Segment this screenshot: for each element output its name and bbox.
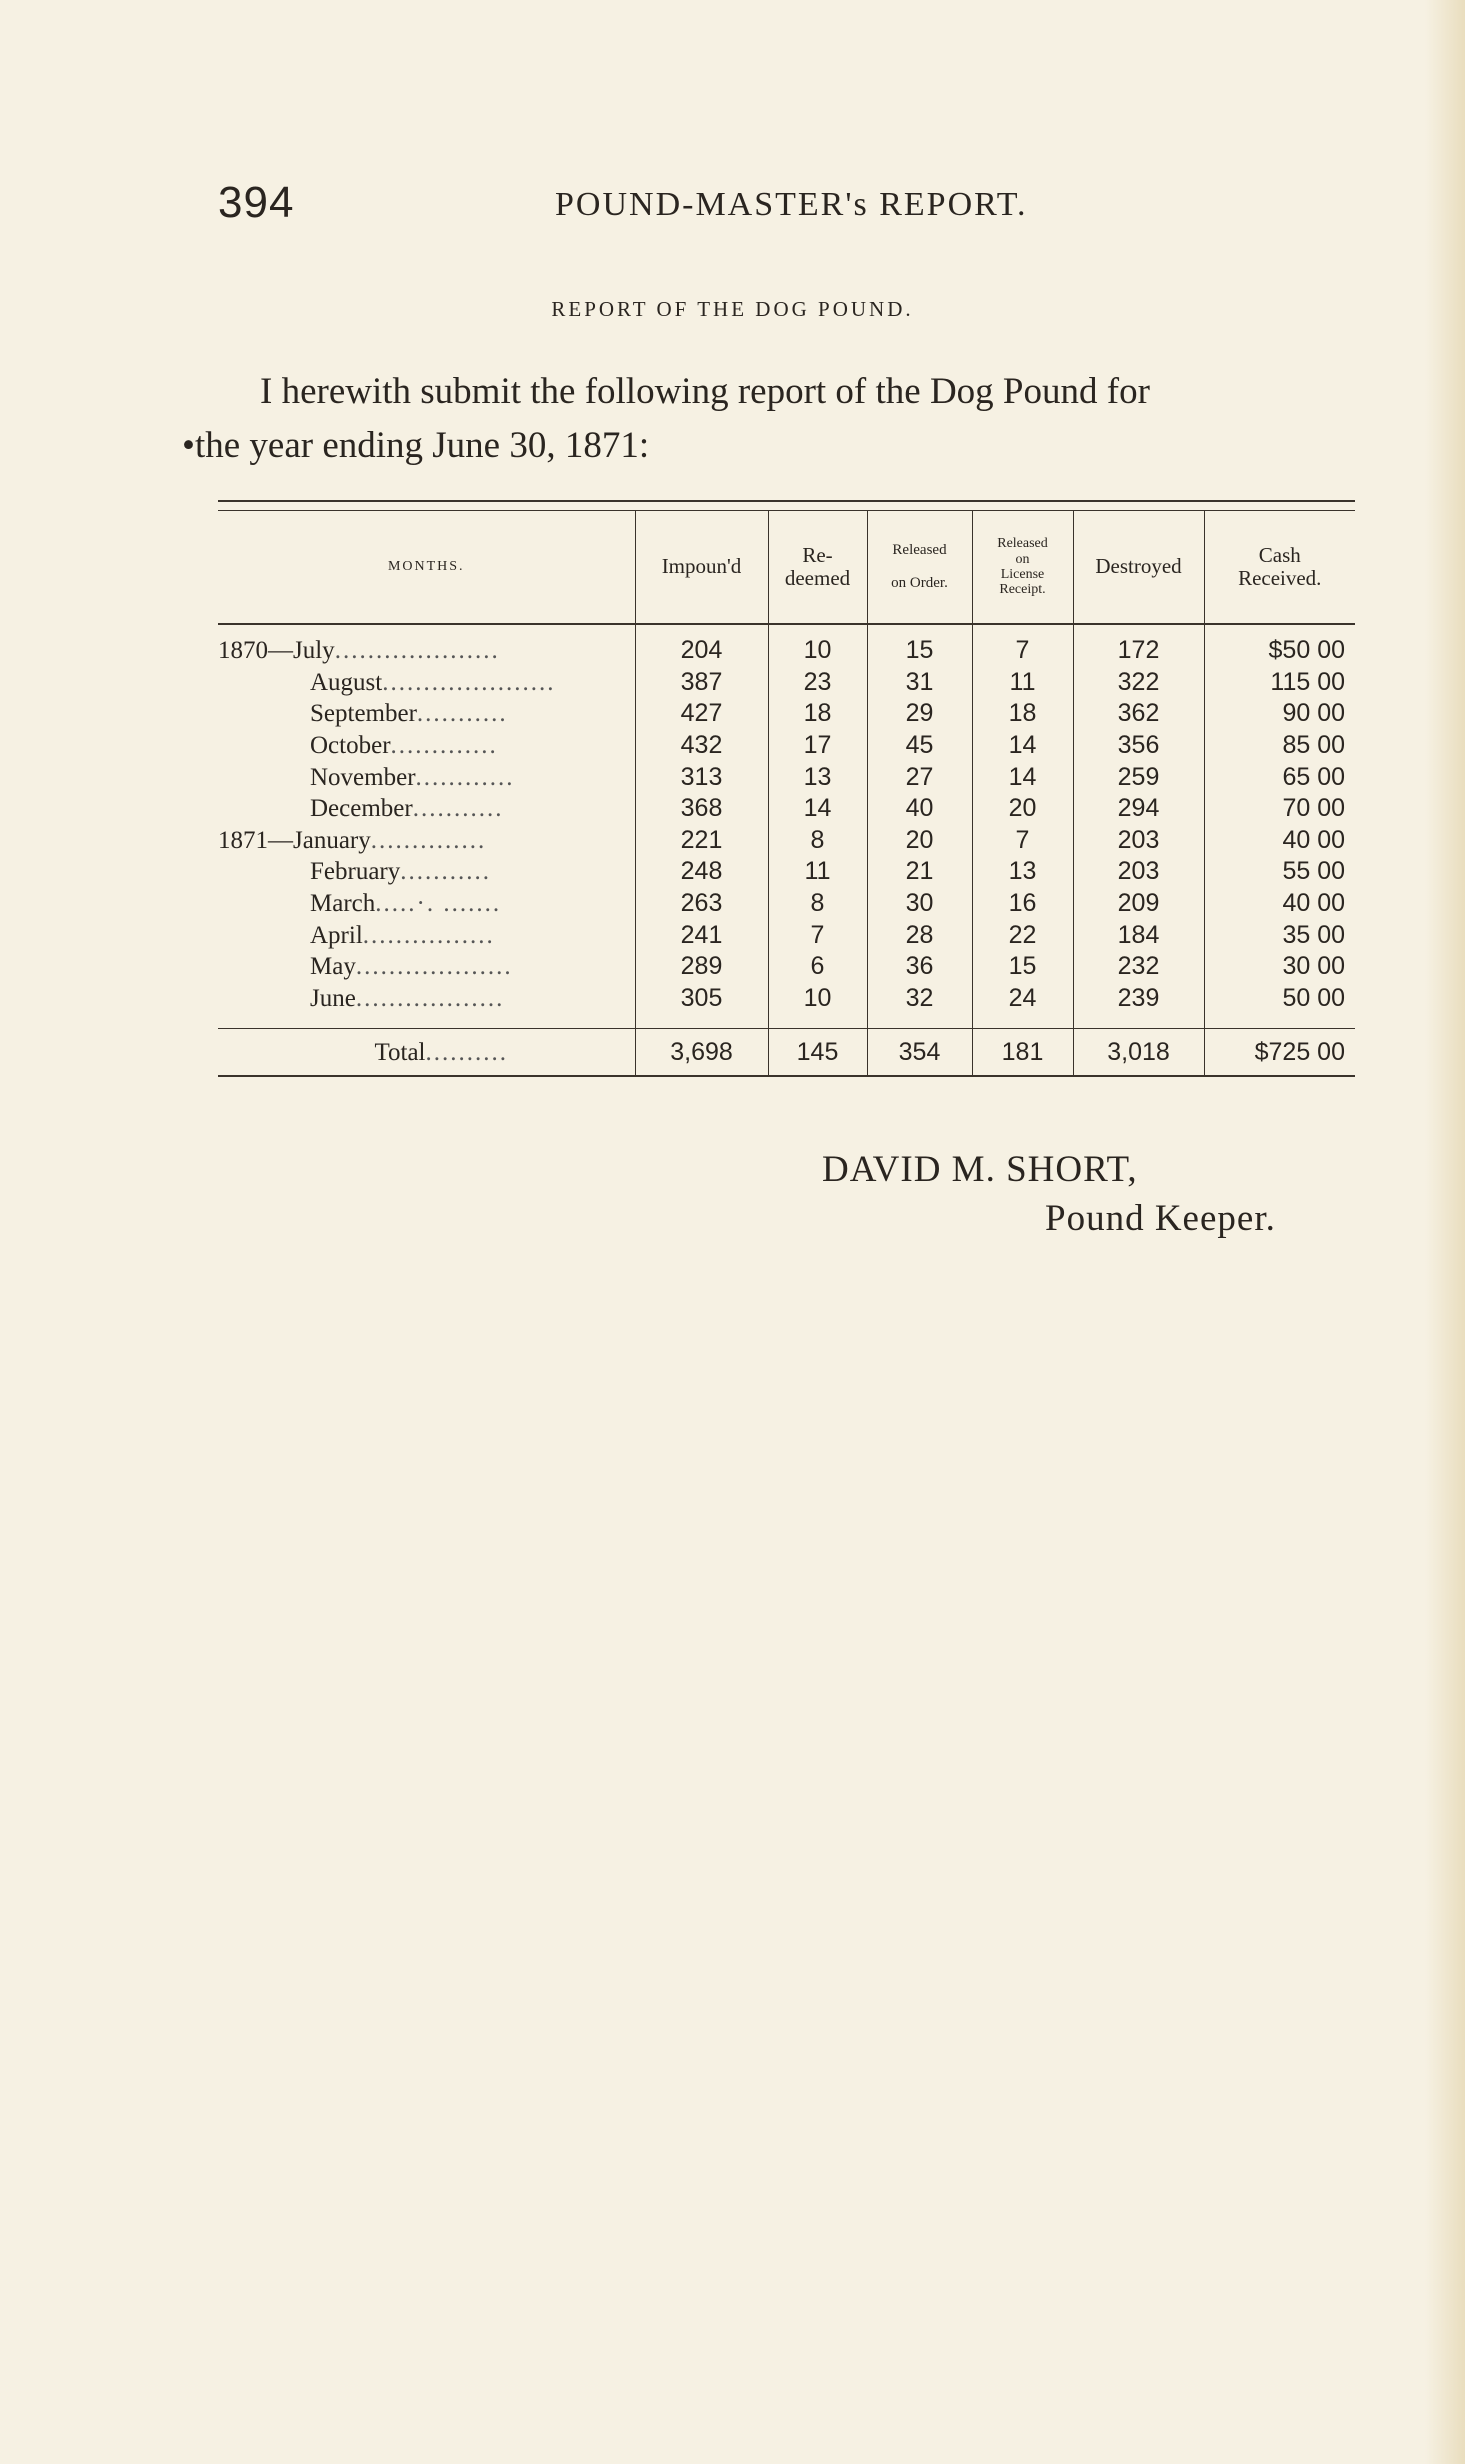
page-number: 394 bbox=[218, 178, 295, 227]
released-license-cell: 18 bbox=[972, 698, 1073, 730]
header-released-license-label-3: License bbox=[1000, 567, 1045, 582]
leader-dots: ................ bbox=[362, 921, 495, 949]
cash-cell: 40 00 bbox=[1204, 888, 1355, 920]
header-redeemed-label-1: Re- bbox=[802, 542, 833, 567]
destroyed-cell: 209 bbox=[1073, 888, 1204, 920]
month-cell bbox=[218, 983, 635, 1015]
leader-dots: ........... bbox=[412, 795, 504, 823]
released-order-cell: 28 bbox=[867, 919, 972, 951]
table-row bbox=[218, 825, 1355, 857]
month-cell bbox=[218, 856, 635, 888]
header-redeemed bbox=[768, 511, 867, 625]
header-released-order-label-1: Released bbox=[892, 542, 947, 559]
released-license-cell: 15 bbox=[972, 951, 1073, 983]
month-cell bbox=[218, 793, 635, 825]
released-license-cell: 16 bbox=[972, 888, 1073, 920]
total-released-license: 181 bbox=[972, 1029, 1073, 1077]
impounded-cell: 241 bbox=[635, 919, 768, 951]
section-title: REPORT OF THE DOG POUND. bbox=[551, 297, 914, 321]
table-row bbox=[218, 888, 1355, 920]
month-cell bbox=[218, 888, 635, 920]
month-cell bbox=[218, 825, 635, 857]
released-order-cell: 31 bbox=[867, 667, 972, 699]
released-license-cell: 13 bbox=[972, 856, 1073, 888]
leader-dots: ............ bbox=[415, 763, 515, 791]
redeemed-cell: 17 bbox=[768, 730, 867, 762]
header-months-label: MONTHS. bbox=[387, 559, 465, 575]
leader-dots: .....·. ....... bbox=[375, 890, 502, 918]
leader-dots: .................. bbox=[355, 984, 505, 1012]
table-row bbox=[218, 698, 1355, 730]
table-row bbox=[218, 730, 1355, 762]
total-row bbox=[218, 1029, 1355, 1077]
leader-dots: ............. bbox=[390, 732, 498, 760]
total-redeemed: 145 bbox=[768, 1029, 867, 1077]
leader-dots: .................... bbox=[334, 637, 500, 665]
header-released-license-label-4: Receipt. bbox=[999, 582, 1046, 598]
redeemed-cell: 10 bbox=[768, 624, 867, 667]
released-order-cell: 27 bbox=[867, 761, 972, 793]
destroyed-cell: 184 bbox=[1073, 919, 1204, 951]
cash-cell: 55 00 bbox=[1204, 856, 1355, 888]
cash-cell: 85 00 bbox=[1204, 730, 1355, 762]
intro-line-2: •the year ending June 30, 1871: bbox=[182, 425, 650, 466]
month-cell bbox=[218, 667, 635, 699]
month-label: December bbox=[310, 795, 413, 823]
month-label: August bbox=[310, 668, 383, 696]
header-destroyed bbox=[1073, 511, 1204, 625]
header-cash-received bbox=[1204, 511, 1355, 625]
month-label: July bbox=[293, 637, 335, 665]
month-cell bbox=[218, 698, 635, 730]
table-top-rule bbox=[218, 501, 1355, 511]
header-cash-label-2: Received. bbox=[1238, 566, 1322, 590]
impounded-cell: 248 bbox=[635, 856, 768, 888]
destroyed-cell: 172 bbox=[1073, 624, 1204, 667]
released-order-cell: 32 bbox=[867, 983, 972, 1015]
header-destroyed-label: Destroyed bbox=[1095, 554, 1182, 579]
header-months bbox=[218, 511, 635, 625]
month-label: November bbox=[310, 763, 416, 791]
impounded-cell: 427 bbox=[635, 698, 768, 730]
total-destroyed: 3,018 bbox=[1073, 1029, 1204, 1077]
released-license-cell: 22 bbox=[972, 919, 1073, 951]
year-label: 1871— bbox=[218, 826, 293, 854]
cash-cell: 90 00 bbox=[1204, 698, 1355, 730]
impounded-cell: 432 bbox=[635, 730, 768, 762]
redeemed-cell: 10 bbox=[768, 983, 867, 1015]
released-license-cell: 11 bbox=[972, 667, 1073, 699]
month-cell bbox=[218, 761, 635, 793]
leader-dots: ........... bbox=[400, 858, 491, 886]
header-impounded-label: Impoun'd bbox=[661, 554, 742, 579]
month-label: March bbox=[310, 890, 376, 918]
intro-paragraph bbox=[182, 365, 1362, 473]
table-spacer-row bbox=[218, 1014, 1355, 1029]
month-cell bbox=[218, 624, 635, 667]
released-order-cell: 30 bbox=[867, 888, 972, 920]
released-license-cell: 14 bbox=[972, 730, 1073, 762]
destroyed-cell: 322 bbox=[1073, 667, 1204, 699]
released-order-cell: 45 bbox=[867, 730, 972, 762]
header-released-on-license bbox=[972, 511, 1073, 625]
redeemed-cell: 11 bbox=[768, 856, 867, 888]
destroyed-cell: 239 bbox=[1073, 983, 1204, 1015]
table-row bbox=[218, 856, 1355, 888]
destroyed-cell: 294 bbox=[1073, 793, 1204, 825]
released-license-cell: 24 bbox=[972, 983, 1073, 1015]
header-released-on-order bbox=[867, 511, 972, 625]
impounded-cell: 387 bbox=[635, 667, 768, 699]
table-row bbox=[218, 624, 1355, 667]
table-row bbox=[218, 761, 1355, 793]
intro-line-1: I herewith submit the following report of the Dog Pound for bbox=[260, 371, 1150, 412]
table-row bbox=[218, 919, 1355, 951]
month-label: June bbox=[310, 984, 356, 1012]
impounded-cell: 289 bbox=[635, 951, 768, 983]
table-row bbox=[218, 667, 1355, 699]
redeemed-cell: 8 bbox=[768, 825, 867, 857]
cash-cell: 30 00 bbox=[1204, 951, 1355, 983]
signature-name: DAVID M. SHORT, bbox=[822, 1149, 1138, 1190]
released-order-cell: 21 bbox=[867, 856, 972, 888]
impounded-cell: 305 bbox=[635, 983, 768, 1015]
header-redeemed-label-2: deemed bbox=[784, 566, 851, 590]
impounded-cell: 368 bbox=[635, 793, 768, 825]
month-label: October bbox=[310, 732, 391, 760]
cash-cell: $50 00 bbox=[1204, 624, 1355, 667]
dog-pound-table bbox=[218, 500, 1355, 1077]
released-order-cell: 20 bbox=[867, 825, 972, 857]
impounded-cell: 221 bbox=[635, 825, 768, 857]
redeemed-cell: 8 bbox=[768, 888, 867, 920]
table-body bbox=[218, 624, 1355, 1014]
cash-cell: 65 00 bbox=[1204, 761, 1355, 793]
released-order-cell: 29 bbox=[867, 698, 972, 730]
released-license-cell: 20 bbox=[972, 793, 1073, 825]
month-label: February bbox=[310, 858, 401, 886]
destroyed-cell: 203 bbox=[1073, 825, 1204, 857]
destroyed-cell: 203 bbox=[1073, 856, 1204, 888]
page-edge-shading bbox=[1425, 0, 1465, 2464]
header-released-order-label-2: on Order. bbox=[891, 575, 948, 592]
table-row bbox=[218, 951, 1355, 983]
cash-cell: 50 00 bbox=[1204, 983, 1355, 1015]
table-row bbox=[218, 793, 1355, 825]
cash-cell: 40 00 bbox=[1204, 825, 1355, 857]
impounded-cell: 204 bbox=[635, 624, 768, 667]
header-released-license-label-2: on bbox=[1015, 551, 1030, 567]
total-dots: .......... bbox=[425, 1038, 508, 1066]
released-order-cell: 36 bbox=[867, 951, 972, 983]
destroyed-cell: 362 bbox=[1073, 698, 1204, 730]
redeemed-cell: 23 bbox=[768, 667, 867, 699]
leader-dots: ........... bbox=[416, 700, 508, 728]
leader-dots: ................... bbox=[355, 953, 513, 981]
redeemed-cell: 14 bbox=[768, 793, 867, 825]
destroyed-cell: 232 bbox=[1073, 951, 1204, 983]
month-cell bbox=[218, 951, 635, 983]
total-released-order: 354 bbox=[867, 1029, 972, 1077]
month-cell bbox=[218, 919, 635, 951]
total-label-cell bbox=[218, 1029, 635, 1077]
cash-cell: 115 00 bbox=[1204, 667, 1355, 699]
redeemed-cell: 13 bbox=[768, 761, 867, 793]
destroyed-cell: 356 bbox=[1073, 730, 1204, 762]
month-label: September bbox=[310, 700, 417, 728]
signature-title: Pound Keeper. bbox=[1045, 1198, 1276, 1239]
released-license-cell: 7 bbox=[972, 825, 1073, 857]
cash-cell: 70 00 bbox=[1204, 793, 1355, 825]
month-label: April bbox=[310, 921, 363, 949]
total-impounded: 3,698 bbox=[635, 1029, 768, 1077]
redeemed-cell: 7 bbox=[768, 919, 867, 951]
header-released-license-label-1: Released bbox=[997, 536, 1048, 552]
redeemed-cell: 18 bbox=[768, 698, 867, 730]
released-order-cell: 15 bbox=[867, 624, 972, 667]
leader-dots: .............. bbox=[370, 826, 487, 854]
running-head: POUND-MASTER's REPORT. bbox=[555, 186, 1028, 223]
month-cell bbox=[218, 730, 635, 762]
table-row bbox=[218, 983, 1355, 1015]
year-label: 1870— bbox=[218, 637, 293, 665]
month-label: May bbox=[310, 953, 356, 981]
destroyed-cell: 259 bbox=[1073, 761, 1204, 793]
impounded-cell: 313 bbox=[635, 761, 768, 793]
cash-cell: 35 00 bbox=[1204, 919, 1355, 951]
header-impounded bbox=[635, 511, 768, 625]
total-label: Total bbox=[374, 1038, 426, 1066]
leader-dots: ..................... bbox=[382, 668, 556, 696]
impounded-cell: 263 bbox=[635, 888, 768, 920]
released-license-cell: 7 bbox=[972, 624, 1073, 667]
table-header-row bbox=[218, 511, 1355, 625]
total-cash: $725 00 bbox=[1204, 1029, 1355, 1077]
released-license-cell: 14 bbox=[972, 761, 1073, 793]
redeemed-cell: 6 bbox=[768, 951, 867, 983]
header-cash-label-1: Cash bbox=[1258, 542, 1301, 567]
released-order-cell: 40 bbox=[867, 793, 972, 825]
month-label: January bbox=[293, 826, 371, 854]
